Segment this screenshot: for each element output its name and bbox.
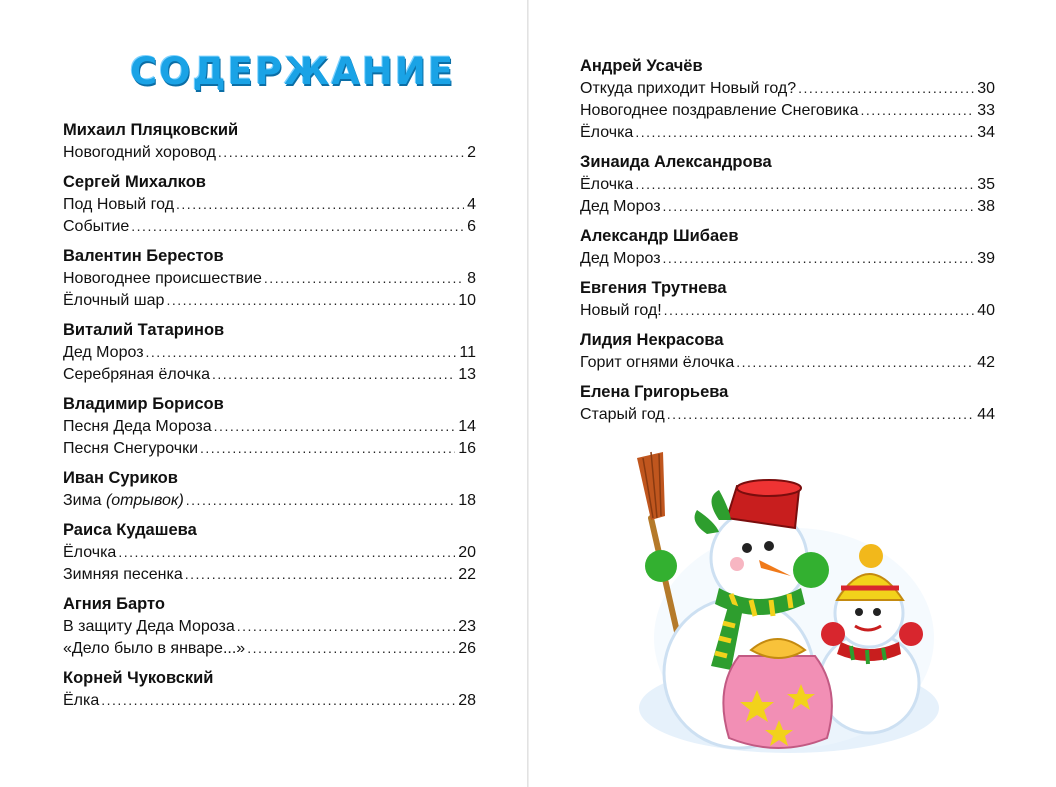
toc-dot-leader: [664, 299, 975, 321]
toc-entry-title: Горит огнями ёлочка: [580, 354, 735, 371]
right-mitten: [793, 552, 829, 588]
right-page: [529, 0, 1056, 787]
toc-author-name: Агния Барто: [63, 595, 165, 613]
toc-page-number: 34: [977, 124, 995, 141]
toc-page-number: 6: [467, 218, 476, 235]
toc-author-group: [63, 245, 476, 311]
toc-page-number: 38: [977, 198, 995, 215]
toc-entry-title: Серебряная ёлочка: [63, 366, 211, 383]
toc-entry: [580, 351, 995, 373]
toc-entry-title: Ёлочка: [580, 124, 634, 141]
toc-page-number: 4: [467, 196, 476, 213]
toc-entry: [63, 193, 476, 215]
toc-page-number: 20: [458, 544, 476, 561]
toc-right-column: [580, 55, 995, 425]
toc-entry: [580, 121, 995, 143]
toc-page-number: 22: [458, 566, 476, 583]
toc-entry: [63, 689, 476, 711]
toc-dot-leader: [264, 267, 464, 289]
toc-entry-title: Ёлочный шар: [63, 292, 165, 309]
toc-dot-leader: [214, 415, 456, 437]
toc-page-number: 13: [458, 366, 476, 383]
toc-dot-leader: [798, 77, 974, 99]
toc-entry: [580, 195, 995, 217]
toc-left-column: [63, 119, 476, 711]
toc-author-group: [580, 381, 995, 425]
toc-author-group: [63, 667, 476, 711]
toc-entry-title: В защиту Деда Мороза: [63, 618, 235, 635]
toc-page-number: 16: [458, 440, 476, 457]
toc-entry: [580, 77, 995, 99]
toc-author-group: [580, 55, 995, 143]
toc-dot-leader: [663, 247, 975, 269]
toc-dot-leader: [247, 637, 455, 659]
toc-author-name: Елена Григорьева: [580, 383, 729, 401]
toc-author-name: Зинаида Александрова: [580, 153, 772, 171]
toc-entry-title: Зимняя песенка: [63, 566, 183, 583]
toc-author-name: Владимир Борисов: [63, 395, 224, 413]
toc-entry-title: «Дело было в январе...»: [63, 640, 246, 657]
toc-page-number: 28: [458, 692, 476, 709]
toc-author-name: Андрей Усачёв: [580, 57, 703, 75]
toc-dot-leader: [736, 351, 974, 373]
snowmen-illustration: [619, 438, 939, 758]
toc-entry: [580, 99, 995, 121]
toc-dot-leader: [635, 121, 974, 143]
toc-author-name: Евгения Трутнева: [580, 279, 727, 297]
toc-page-number: 2: [467, 144, 476, 161]
toc-dot-leader: [860, 99, 974, 121]
toc-dot-leader: [667, 403, 974, 425]
toc-entry: [63, 215, 476, 237]
toc-dot-leader: [118, 541, 455, 563]
toc-author-name: Сергей Михалков: [63, 173, 206, 191]
toc-dot-leader: [200, 437, 455, 459]
toc-dot-leader: [635, 173, 974, 195]
toc-author-group: [63, 467, 476, 511]
toc-entry-title: Дед Мороз: [580, 198, 661, 215]
toc-author-group: [63, 319, 476, 385]
toc-entry: [580, 403, 995, 425]
toc-author-name: Лидия Некрасова: [580, 331, 724, 349]
toc-entry-title: Откуда приходит Новый год?: [580, 80, 797, 97]
toc-author-group: [580, 329, 995, 373]
toc-author-group: [580, 151, 995, 217]
toc-entry: [63, 341, 476, 363]
toc-page-number: 30: [977, 80, 995, 97]
toc-page-number: 35: [977, 176, 995, 193]
toc-dot-leader: [131, 215, 464, 237]
toc-dot-leader: [218, 141, 464, 163]
toc-page-number: 10: [458, 292, 476, 309]
toc-entry: [63, 541, 476, 563]
toc-entry: [63, 489, 476, 511]
toc-dot-leader: [146, 341, 457, 363]
toc-dot-leader: [176, 193, 464, 215]
toc-author-name: Раиса Кудашева: [63, 521, 197, 539]
toc-page-number: 8: [467, 270, 476, 287]
toc-entry-title: Новый год!: [580, 302, 662, 319]
toc-page-number: 14: [458, 418, 476, 435]
toc-page-number: 11: [459, 344, 476, 361]
toc-author-name: Иван Суриков: [63, 469, 178, 487]
toc-entry: [63, 437, 476, 459]
toc-dot-leader: [212, 363, 455, 385]
toc-page-number: 33: [977, 102, 995, 119]
toc-entry-title: Новогоднее поздравление Снеговика: [580, 102, 859, 119]
toc-entry: [63, 289, 476, 311]
toc-entry-title: Ёлка: [63, 692, 100, 709]
toc-entry-title: Ёлочка: [63, 544, 117, 561]
toc-author-name: Александр Шибаев: [580, 227, 739, 245]
toc-page-number: 23: [458, 618, 476, 635]
toc-entry-title: Зима: [63, 492, 102, 509]
toc-author-group: [580, 277, 995, 321]
toc-dot-leader: [186, 489, 455, 511]
toc-entry: [63, 141, 476, 163]
toc-author-name: Михаил Пляцковский: [63, 121, 239, 139]
toc-entry: [63, 563, 476, 585]
toc-author-name: Корней Чуковский: [63, 669, 214, 687]
left-mitten: [645, 550, 677, 582]
toc-entry-title: Песня Снегурочки: [63, 440, 199, 457]
toc-dot-leader: [185, 563, 455, 585]
toc-page-number: 39: [977, 250, 995, 267]
toc-page-number: 44: [977, 406, 995, 423]
toc-entry: [580, 173, 995, 195]
toc-entry-title: Новогодний хоровод: [63, 144, 216, 161]
toc-entry: [63, 637, 476, 659]
toc-entry: [63, 415, 476, 437]
toc-entry: [63, 267, 476, 289]
toc-author-group: [63, 171, 476, 237]
toc-entry-title: Ёлочка: [580, 176, 634, 193]
toc-entry: [580, 247, 995, 269]
toc-author-group: [63, 393, 476, 459]
toc-dot-leader: [166, 289, 455, 311]
toc-author-group: [63, 593, 476, 659]
toc-entry-title: Дед Мороз: [63, 344, 144, 361]
contents-heading: СОДЕРЖАНИЕ: [130, 50, 456, 93]
toc-author-group: [63, 519, 476, 585]
toc-page-number: 18: [458, 492, 476, 509]
toc-dot-leader: [663, 195, 975, 217]
toc-page-number: 26: [458, 640, 476, 657]
toc-entry: [63, 615, 476, 637]
toc-dot-leader: [237, 615, 455, 637]
toc-entry-title: Событие: [63, 218, 130, 235]
toc-entry-title: Старый год: [580, 406, 665, 423]
toc-author-group: [63, 119, 476, 163]
toc-entry-title: Дед Мороз: [580, 250, 661, 267]
toc-author-name: Валентин Берестов: [63, 247, 224, 265]
toc-entry: [63, 363, 476, 385]
toc-entry-note: (отрывок): [105, 492, 184, 509]
toc-page-number: 42: [977, 354, 995, 371]
toc-page-number: 40: [977, 302, 995, 319]
toc-entry-title: Под Новый год: [63, 196, 175, 213]
toc-entry: [580, 299, 995, 321]
toc-dot-leader: [101, 689, 455, 711]
toc-entry-title: Новогоднее происшествие: [63, 270, 262, 287]
toc-author-name: Виталий Татаринов: [63, 321, 225, 339]
toc-author-group: [580, 225, 995, 269]
toc-entry-title: Песня Деда Мороза: [63, 418, 212, 435]
